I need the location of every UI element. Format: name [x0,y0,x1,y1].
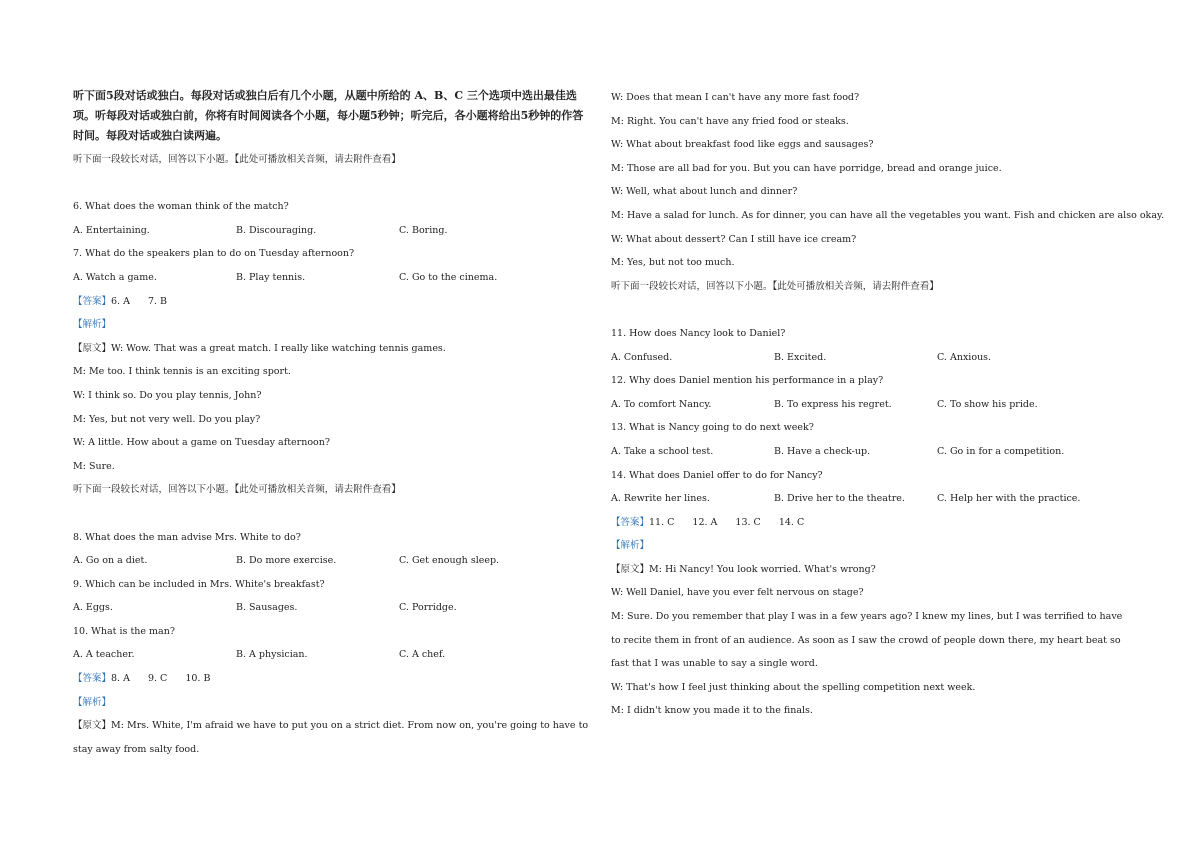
transcript-line [611,558,1133,582]
transcript-line: M: Yes, but not very well. Do you play? [73,413,261,425]
question-7: 7. What do the speakers plan to do on Tuesday afternoon? [73,248,355,260]
question-6: 6. What does the woman think of the match? [73,201,289,213]
option-b: B. Have a check-up. [774,445,871,457]
answer-value: 13. C [735,516,761,528]
options-13 [611,440,1133,464]
question-14: 14. What does Daniel offer to do for Nancy? [611,469,823,481]
option-c: C. Go in for a competition. [937,445,1065,457]
answer-value: 12. A [692,516,718,528]
answer-line [73,667,593,691]
option-a: A. Take a school test. [611,445,714,457]
option-c: C. To show his pride. [937,398,1038,410]
options-6 [73,219,593,243]
analysis-tag: 【解析】 [73,319,112,331]
listen-note: 听下面一段较长对话，回答以下小题。【此处可播放相关音频，请去附件查看】 [73,484,401,496]
answer-tag: 【答案】 [611,516,650,528]
option-c: C. Porridge. [399,602,457,614]
option-b: B. Discouraging. [236,224,317,236]
transcript-line: W: Does that mean I can't have any more fast food? [611,92,860,103]
transcript-line: W: What about breakfast food like eggs and sausages? [611,139,874,151]
question-13: 13. What is Nancy going to do next week? [611,422,814,434]
option-a: A. Rewrite her lines. [611,493,710,505]
transcript-line: M: Sure. [73,460,115,472]
left-column [73,86,593,761]
option-c: C. Boring. [399,224,448,236]
transcript-line: M: Sure. Do you remember that play I was in a few years ago? I knew my lines, but I was terrified to have to recite them in front of an audience. As soon as I saw the crowd of people down there, my heart beat so fast that I was unable to say a single word. [611,611,1123,670]
transcript-line: M: Right. You can't have any fried food or steaks. [611,115,849,127]
options-11 [611,346,1133,370]
option-b: B. Drive her to the theatre. [774,493,905,505]
option-c: C. Go to the cinema. [399,271,498,283]
option-b: B. Do more exercise. [236,555,337,567]
option-b: B. To express his regret. [774,398,892,410]
answer-line [73,290,593,314]
transcript-line [73,337,593,361]
question-12: 12. Why does Daniel mention his performance in a play? [611,375,884,387]
listen-note: 听下面一段较长对话，回答以下小题。【此处可播放相关音频，请去附件查看】 [73,154,401,165]
transcript-line: W: Well Daniel, have you ever felt nervous on stage? [611,587,864,599]
question-8: 8. What does the man advise Mrs. White to do? [73,531,301,543]
transcript-line: M: Yes, but not too much. [611,257,735,269]
answer-value: 7. B [147,295,168,307]
transcript-line: W: What about dessert? Can I still have ice cream? [611,233,857,245]
answer-value: 9. C [147,673,168,685]
answer-value: 11. C [649,516,675,528]
section-instructions: 听下面5段对话或独白。每段对话或独白后有几个小题，从题中所给的 A、B、C 三个选项中选出最佳选项。听每段对话或独白前，你将有时间阅读各个小题，每小题5秒钟；听完后，各小题将给出5秒钟的作答时间。每段对话或独白读两遍。 [73,89,584,142]
transcript-line: W: I think so. Do you play tennis, John? [73,389,262,401]
analysis-tag: 【解析】 [611,540,650,552]
option-a: A. Confused. [611,351,673,363]
answer-line [611,511,1133,535]
answer-tag: 【答案】 [73,295,112,307]
transcript-line: M: Me too. I think tennis is an exciting sport. [73,366,291,378]
original-tag: 【原文】 [611,563,650,575]
question-9: 9. Which can be included in Mrs. White's breakfast? [73,578,325,590]
transcript-text: M: Hi Nancy! You look worried. What's wrong? [649,563,876,575]
option-a: A. A teacher. [73,649,135,661]
answer-value: 14. C [778,516,805,528]
option-c: C. Get enough sleep. [399,555,500,567]
transcript-line: M: Have a salad for lunch. As for dinner, you can have all the vegetables you want. Fish and chicken are also okay. [611,209,1165,221]
transcript-line: W: That's how I feel just thinking about the spelling competition next week. [611,681,976,693]
option-b: B. A physician. [236,649,308,661]
option-b: B. Excited. [774,351,827,363]
option-a: A. Eggs. [73,602,113,614]
original-tag: 【原文】 [73,720,112,732]
option-a: A. Go on a diet. [73,555,148,567]
answer-value: 6. A [111,295,130,307]
transcript-line: M: Those are all bad for you. But you can have porridge, bread and orange juice. [611,162,1002,174]
options-8 [73,549,593,573]
option-c: C. Help her with the practice. [937,493,1081,505]
option-c: C. A chef. [399,649,446,661]
question-10: 10. What is the man? [73,625,175,637]
transcript-line: W: A little. How about a game on Tuesday afternoon? [73,437,330,449]
listen-note: 听下面一段较长对话，回答以下小题。【此处可播放相关音频，请去附件查看】 [611,280,939,292]
options-10 [73,643,593,667]
answer-tag: 【答案】 [73,673,112,685]
right-column [611,86,1165,723]
options-14 [611,487,1133,511]
option-a: A. Entertaining. [73,224,150,236]
options-9 [73,596,593,620]
transcript-line [73,714,593,761]
options-12 [611,393,1133,417]
option-a: A. To comfort Nancy. [611,398,712,410]
option-b: B. Sausages. [236,602,298,614]
answer-value: 10. B [185,673,211,685]
answer-value: 8. A [111,673,130,685]
transcript-text: W: Wow. That was a great match. I really like watching tennis games. [111,342,446,354]
analysis-tag: 【解析】 [73,696,112,708]
option-a: A. Watch a game. [73,271,157,283]
original-tag: 【原文】 [73,342,112,354]
transcript-line: W: Well, what about lunch and dinner? [611,186,798,198]
transcript-text: M: Mrs. White, I'm afraid we have to put you on a strict diet. From now on, you're going to have to stay away from salty food. [73,720,589,755]
option-b: B. Play tennis. [236,271,306,283]
options-7 [73,266,593,290]
transcript-line: M: I didn't know you made it to the finals. [611,705,813,717]
option-c: C. Anxious. [937,351,992,363]
question-11: 11. How does Nancy look to Daniel? [611,327,786,339]
